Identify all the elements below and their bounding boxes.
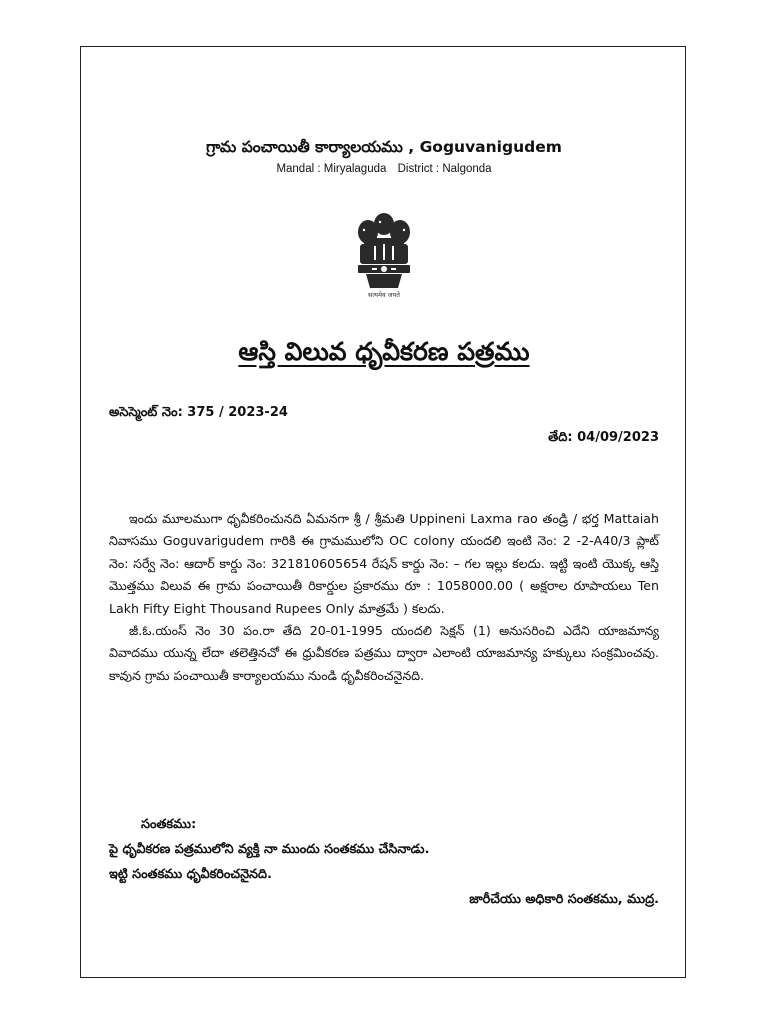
signature-block: [109, 812, 659, 912]
assessment-number: అసెస్మెంట్ నెం: 375 / 2023-24: [109, 405, 288, 420]
signature-label: సంతకము:: [141, 817, 197, 832]
issue-date: తేది: 04/09/2023: [548, 430, 659, 445]
signature-line-2: ఇట్టి సంతకము ధృవీకరించనైనది.: [109, 867, 272, 882]
office-title: గ్రామ పంచాయితీ కార్యాలయము , Goguvanigudem: [206, 138, 562, 156]
district-label: District : Nalgonda: [397, 163, 492, 175]
ashoka-emblem-icon: [344, 208, 424, 294]
emblem-motto: सत्यमेव जयते: [368, 291, 400, 299]
document-title: ఆస్తి విలువ ధృవీకరణ పత్రము: [238, 337, 530, 366]
office-location: [0, 163, 768, 175]
issuer-signature: జారీచేయు అధికారి సంతకము, ముద్ర.: [469, 892, 659, 907]
signature-line-1: పై ధృవీకరణ పత్రములోని వ్యక్తి నా ముందు సంతకము చేసినాడు.: [109, 842, 430, 857]
body-paragraph-1: ఇందు మూలముగా ధృవీకరించునది ఏమనగా శ్రీ / శ్రీమతి Uppineni Laxma rao తండ్రి / భర్త Mattaiah నివాసము Goguvarigudem గారికి ఈ గ్రామములోని OC colony యందలి ఇంటి నెం: 2 -2-A40/3 ప్లాట్ నెం: సర్వే నెం: ఆదార్ కార్డు నెం: 321810605654 రేషన్ కార్డు నెం: – గల ఇల్లు కలదు. ఇట్టి ఇంటి యొక్క ఆస్తి మొత్తము విలువ ఈ గ్రామ పంచాయితీ రికార్డుల ప్రకారము రూ : 1058000.00 ( అక్షరాల రూపాయలు Ten Lakh Fifty Eight Thousand Rupees Only మాత్రమే ) కలదు.: [109, 511, 659, 616]
body-paragraph-2: జీ.ఓ.యంస్ నెం 30 పం.రా తేది 20-01-1995 యందలి సెక్షన్ (1) అనుసరించి ఎదేని యాజమాన్య వివాదము యున్న లేదా తలెత్తినచో ఈ ధ్రువీకరణ పత్రము ద్వారా ఎలాంటి యాజమాన్య హక్కులు సంక్రమించవు. కావున గ్రామ పంచాయితీ కార్యాలయము నుండి ధృవీకరించనైనది.: [109, 623, 659, 683]
mandal-label: Mandal : Miryalaguda: [276, 163, 387, 175]
certificate-body: [109, 508, 659, 687]
